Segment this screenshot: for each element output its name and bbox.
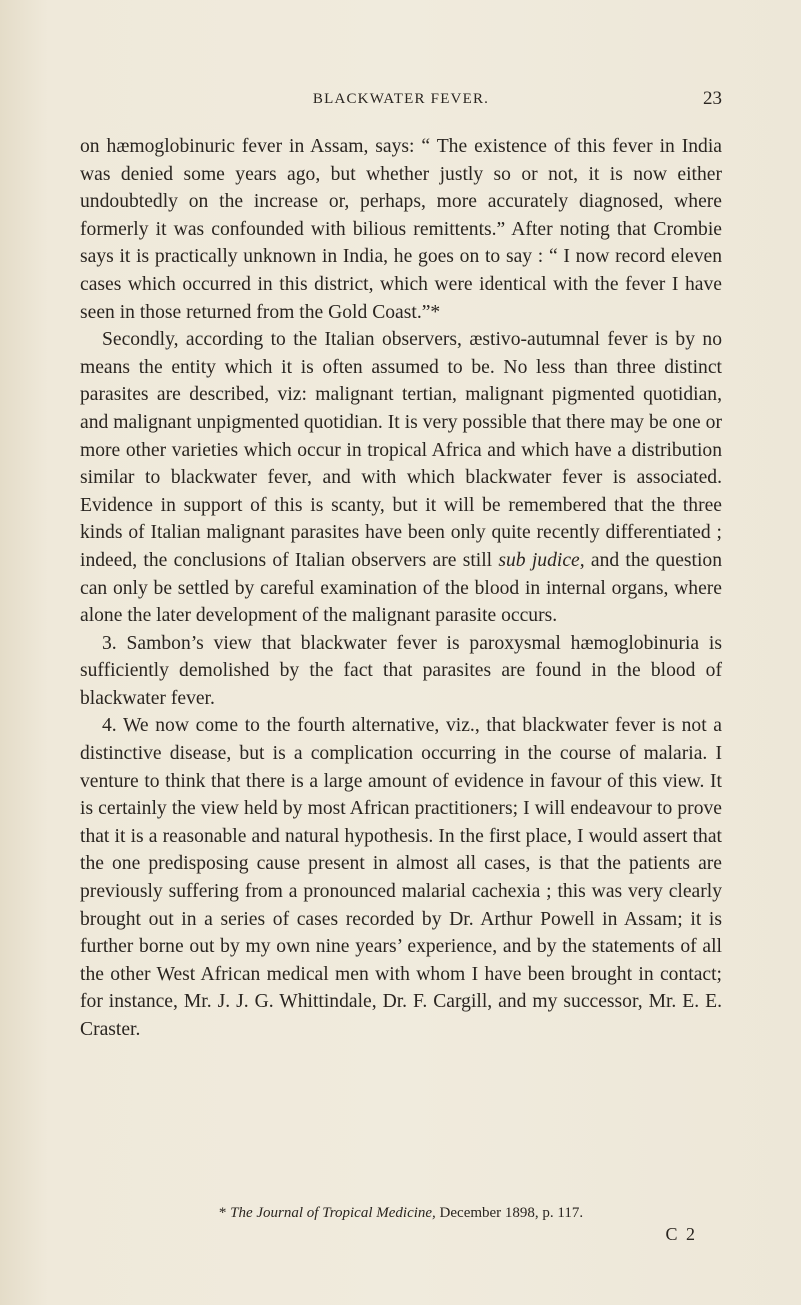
paragraph-2 (80, 326, 722, 630)
paragraph-2-italic: sub judice, (498, 549, 585, 571)
footnote-marker: * (218, 1205, 231, 1221)
footnote-rest: December 1898, p. 117. (435, 1205, 584, 1221)
signature-mark: C 2 (665, 1224, 697, 1244)
body-text (80, 133, 722, 1044)
paragraph-2-part-1: Secondly, according to the Italian observers, æstivo-autumnal fever is by no means the entity which it is often assumed to be. No less than three distinct parasites are described, viz: malignant tertian, malignant pigmented quotidian, and malignant unpigmented quotidian. It is very possible that there may be one or more other varieties which occur in tropical Africa and which have a distribution similar to blackwater fever, and with which blackwater fever is associated. Evidence in support of this is scanty, but it will be remembered that the three kinds of Italian malignant parasites have been only quite recently differentiated ; indeed, the conclusions of Italian observers are still (80, 329, 722, 571)
paragraph-1: on hæmoglobinuric fever in Assam, says: “ The existence of this fever in India was denied some years ago, but whether justly so or not, it is now either undoubtedly on the increase or, perhaps, more accurately diagnosed, where formerly it was confounded with bilious remittents.” After noting that Crombie says it is practically unknown in India, he goes on to say : “ I now record eleven cases which occurred in this district, which were identical with the fever I have seen in those returned from the Gold Coast.”* (80, 136, 722, 323)
page-number: 23 (703, 88, 722, 109)
footnote (80, 1203, 722, 1223)
running-head: BLACKWATER FEVER. (312, 91, 490, 107)
paragraph-3: 3. Sambon’s view that blackwater fever is paroxysmal hæmoglobinuria is sufficiently demolished by the fact that parasites are found in the blood of blackwater fever. (80, 632, 722, 709)
footnote-journal: The Journal of Tropical Medicine, (230, 1205, 436, 1221)
paragraph-4: 4. We now come to the fourth alternative, viz., that blackwater fever is not a distinctive disease, but is a complication occurring in the course of malaria. I venture to think that there is a large amount of evidence in favour of this view. It is certainly the view held by most African practitioners; I will endeavour to prove that it is a reasonable and natural hypothesis. In the first place, I would assert that the one predisposing cause present in almost all cases, is that the patients are previously suffering from a pronounced malarial cachexia ; this was very clearly brought out in a series of cases recorded by Dr. Arthur Powell in Assam; it is further borne out by my own nine years’ experience, and by the statements of all the other West African medical men with whom I have been brought in contact; for instance, Mr. J. J. G. Whittindale, Dr. F. Cargill, and my successor, Mr. E. E. Craster. (80, 715, 722, 1040)
paragraph-2-part-2: and the question can only be settled by careful examination of the blood in internal organs, where alone the later development of the malignant parasite occurs. (80, 549, 723, 627)
page-header (80, 88, 722, 114)
